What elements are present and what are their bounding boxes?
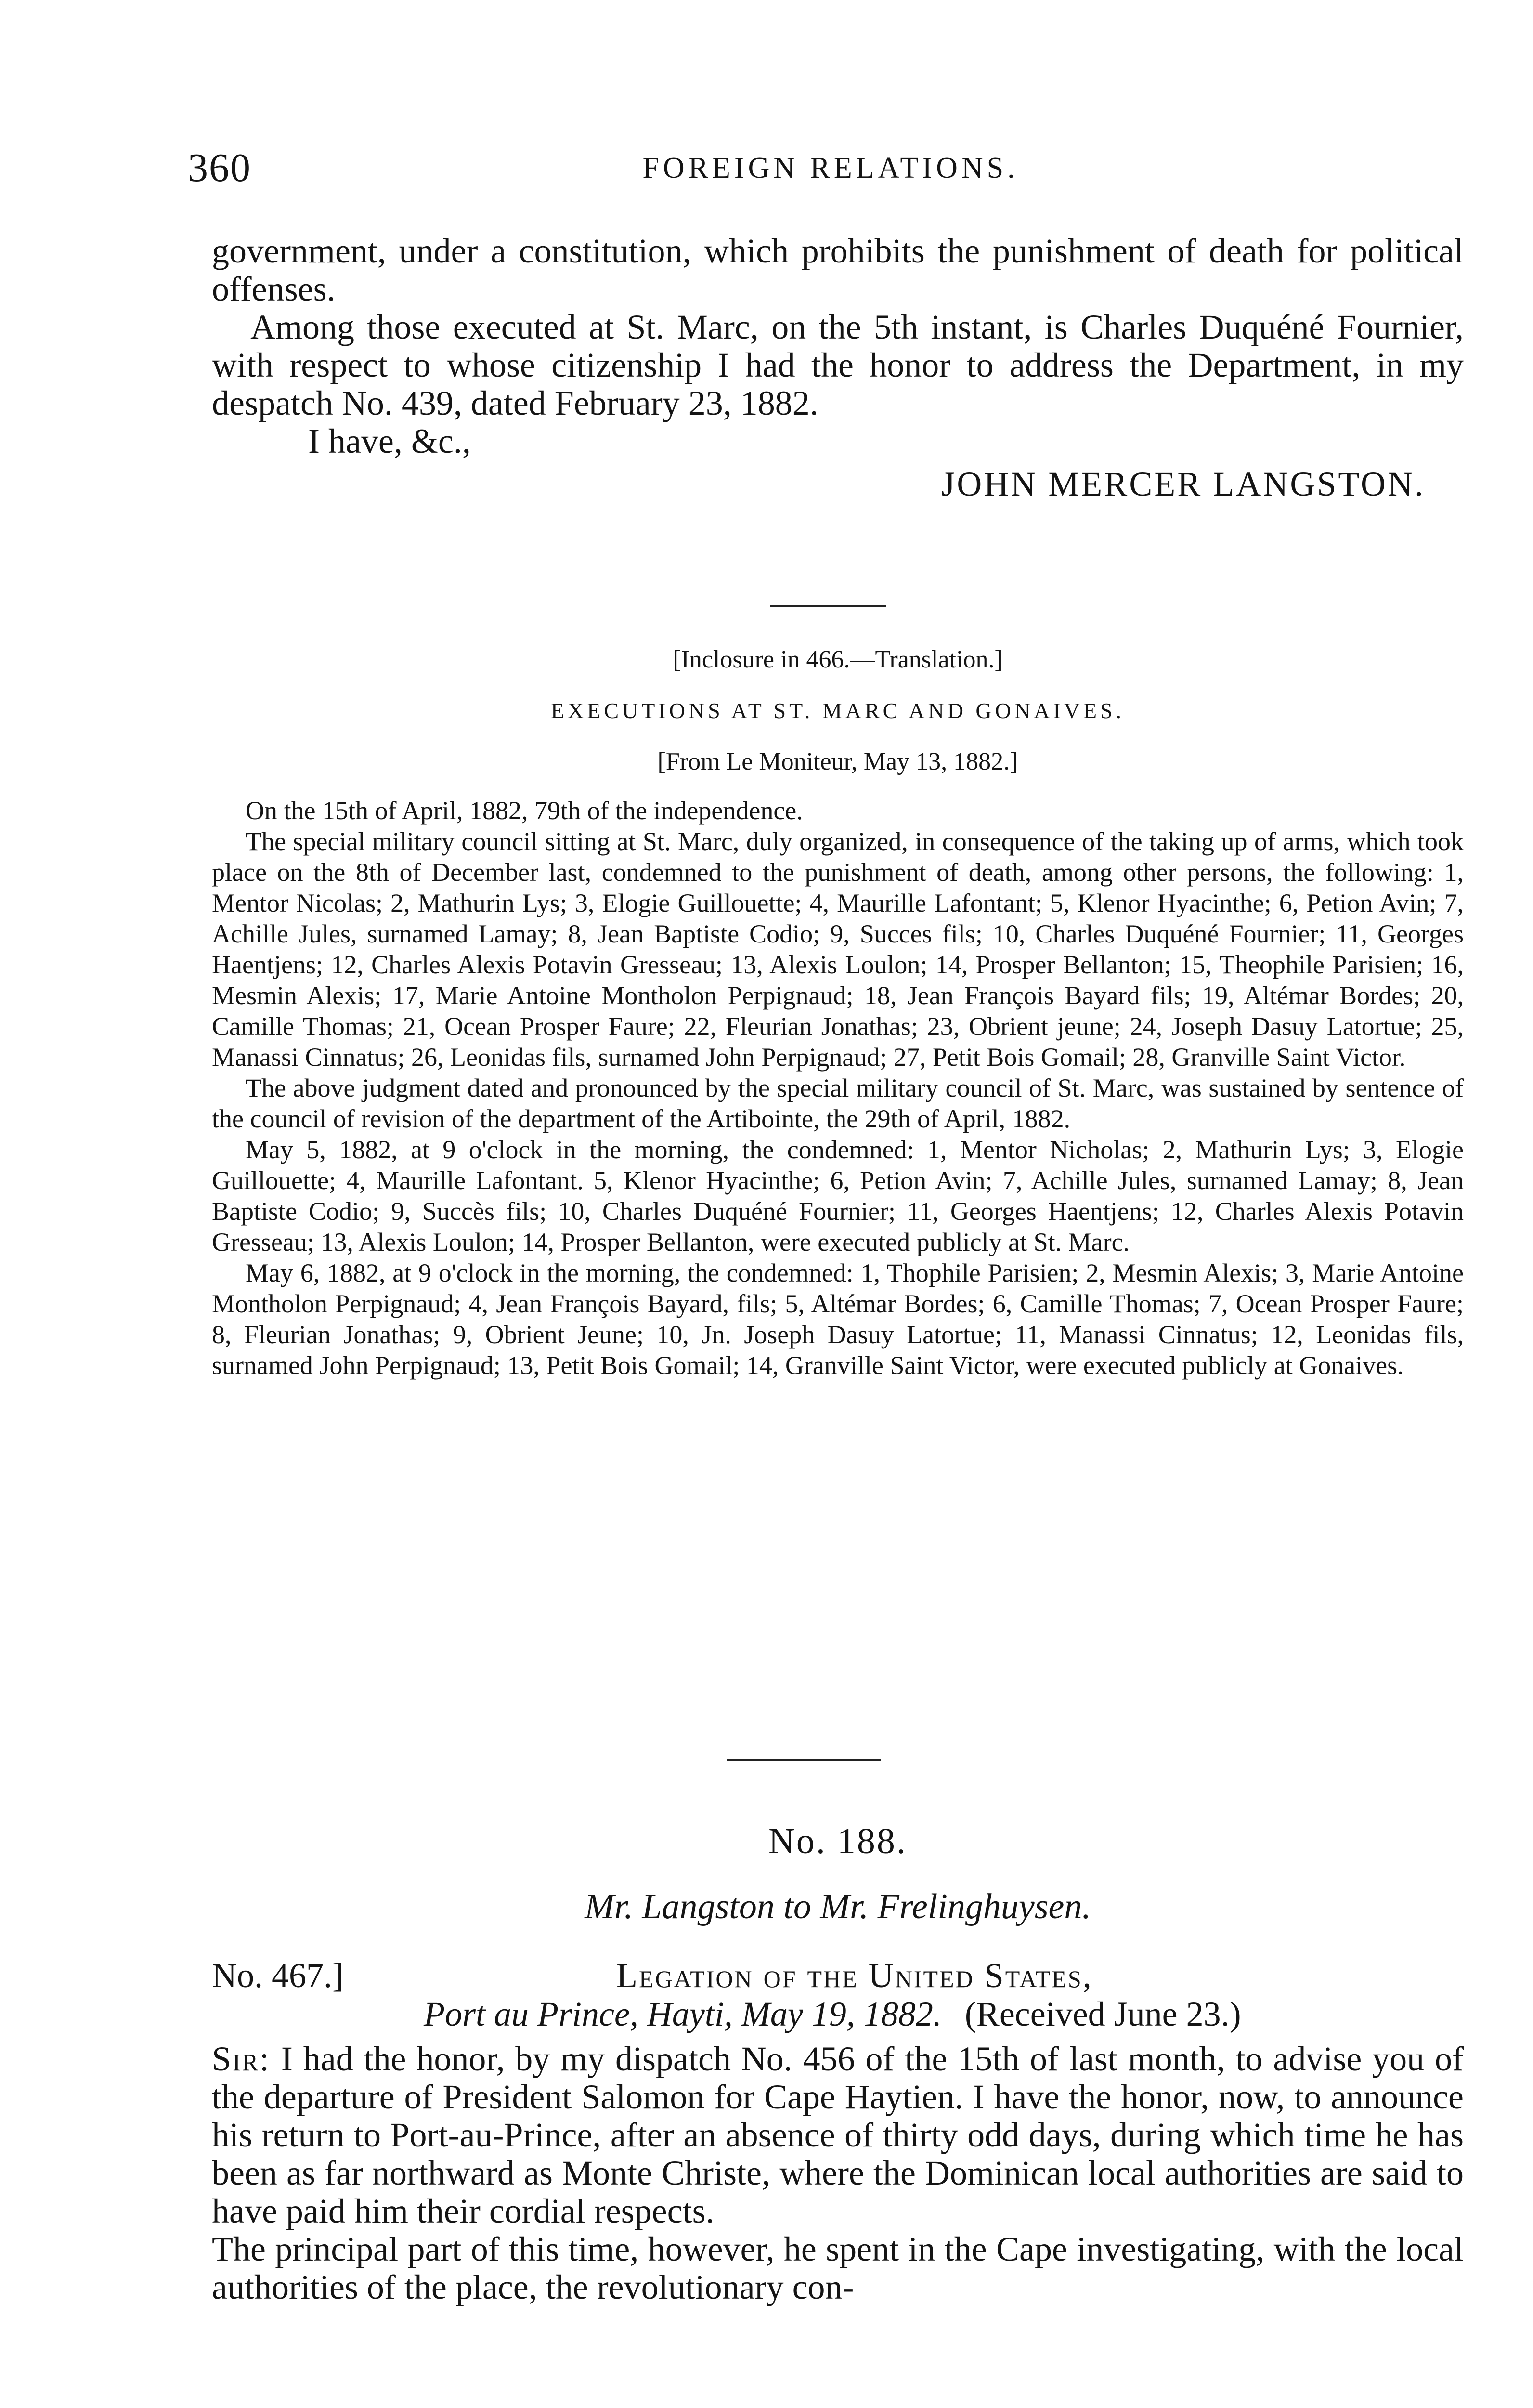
enclosure-paragraph: On the 15th of April, 1882, 79th of the independence. bbox=[246, 796, 803, 825]
section-divider bbox=[770, 605, 886, 607]
page-number: 360 bbox=[188, 145, 251, 190]
document-number: No. 188. bbox=[768, 1821, 907, 1861]
dateline-row bbox=[212, 1956, 1464, 1995]
letter-body bbox=[212, 2040, 1464, 2306]
letter-paragraph: The principal part of this time, however, he spent in the Cape investigating, with the local authorities of the place, the revolutionary con- bbox=[212, 2230, 1464, 2306]
received-date: (Received June 23.) bbox=[964, 1995, 1241, 2033]
enclosure-paragraph: May 5, 1882, at 9 o'clock in the morning, the condemned: 1, Mentor Nicholas; 2, Mathurin Lys; 3, Elogie Guillouette; 4, Maurille Lafontant. 5, Klenor Hyacinthe; 6, Petion Avin; 7, Achille Jules, surnamed Lamay; 8, Jean Baptiste Codio; 9, Succès fils; 10, Charles Duquéné Fournier; 11, Georges Haentjens; 12, Charles Alexis Potavin Gresseau; 13, Alexis Loulon; 14, Prosper Bellanton, were executed publicly at St. Marc. bbox=[212, 1135, 1464, 1256]
enclosure-paragraph: May 6, 1882, at 9 o'clock in the morning, the condemned: 1, Thophile Parisien; 2, Mesmin Alexis; 3, Marie Antoine Montholon Perpignaud; 4, Jean François Bayard, fils; 5, Altémar Bordes; 6, Camille Thomas; 7, Ocean Prosper Faure; 8, Fleurian Jonathas; 9, Obrient Jeune; 10, Jn. Joseph Dasuy Latortue; 11, Manassi Cinnatus; 12, Leonidas fils, surnamed John Perpignaud; 13, Petit Bois Gomail; 14, Granville Saint Victor, were executed publicly at Gonaives. bbox=[212, 1258, 1464, 1380]
enclosure-label: [Inclosure in 466.—Translation.] bbox=[673, 646, 1003, 673]
enclosure-heading: EXECUTIONS AT ST. MARC AND GONAIVES. bbox=[550, 698, 1125, 723]
place-date-row bbox=[212, 1995, 1464, 2033]
letter-paragraph-text: I had the honor, by my dispatch No. 456 of the 15th of last month, to advise you of the departure of President Salomon for Cape Haytien. I have the honor, now, to announce his return to Port-au-Prince, after an absence of thirty odd days, during which time he has been as far northward as Monte Christe, where the Dominican local authorities are said to have paid him their cordial respects. bbox=[212, 2040, 1464, 2230]
place-date: Port au Prince, Hayti, May 19, 1882. bbox=[424, 1995, 942, 2033]
enclosure-body bbox=[212, 795, 1464, 1381]
continuation-paragraph: government, under a constitution, which prohibits the punishment of death for political offenses. bbox=[212, 232, 1464, 308]
signature: JOHN MERCER LANGSTON. bbox=[941, 465, 1425, 503]
legation-heading: Legation of the United States, bbox=[616, 1956, 1093, 1995]
letter-continuation bbox=[212, 232, 1464, 503]
enclosure bbox=[212, 645, 1464, 1381]
section-divider bbox=[727, 1759, 881, 1761]
enclosure-source: [From Le Moniteur, May 13, 1882.] bbox=[657, 748, 1018, 775]
dispatch-reference: No. 467.] bbox=[212, 1956, 344, 1995]
document-title: Mr. Langston to Mr. Frelinghuysen. bbox=[585, 1887, 1091, 1926]
executed-note-paragraph: Among those executed at St. Marc, on the 5th instant, is Charles Duquéné Fournier, with respect to whose citizenship I had the honor to address the Department, in my despatch No. 439, dated February 23, 1882. bbox=[212, 308, 1464, 422]
letter-paragraph bbox=[212, 2040, 1464, 2230]
closing-line: I have, &c., bbox=[308, 422, 471, 460]
enclosure-paragraph: The above judgment dated and pronounced by the special military council of St. Marc, was sustained by sentence of the council of revision of the department of the Artibointe, the 29th of April, 1882. bbox=[212, 1073, 1464, 1133]
salutation: Sir: bbox=[212, 2040, 271, 2078]
running-head: FOREIGN RELATIONS. bbox=[642, 152, 1019, 184]
page-header bbox=[188, 144, 1473, 193]
enclosure-paragraph: The special military council sitting at St. Marc, duly organized, in consequence of the taking up of arms, which took place on the 8th of December last, condemned to the punishment of death, among other persons, the following: 1, Mentor Nicolas; 2, Mathurin Lys; 3, Elogie Guillouette; 4, Maurille Lafontant; 5, Klenor Hyacinthe; 6, Petion Avin; 7, Achille Jules, surnamed Lamay; 8, Jean Baptiste Codio; 9, Succes fils; 10, Charles Duquéné Fournier; 11, Georges Haentjens; 12, Charles Alexis Potavin Gresseau; 13, Alexis Loulon; 14, Prosper Bellanton; 15, Theophile Parisien; 16, Mesmin Alexis; 17, Marie Antoine Montholon Perpignaud; 18, Jean François Bayard fils; 19, Altémar Bordes; 20, Camille Thomas; 21, Ocean Prosper Faure; 22, Fleurian Jonathas; 23, Obrient jeune; 24, Joseph Dasuy Latortue; 25, Manassi Cinnatus; 26, Leonidas fils, surnamed John Perpignaud; 27, Petit Bois Gomail; 28, Granville Saint Victor. bbox=[212, 827, 1464, 1072]
document-188 bbox=[212, 1820, 1464, 2306]
